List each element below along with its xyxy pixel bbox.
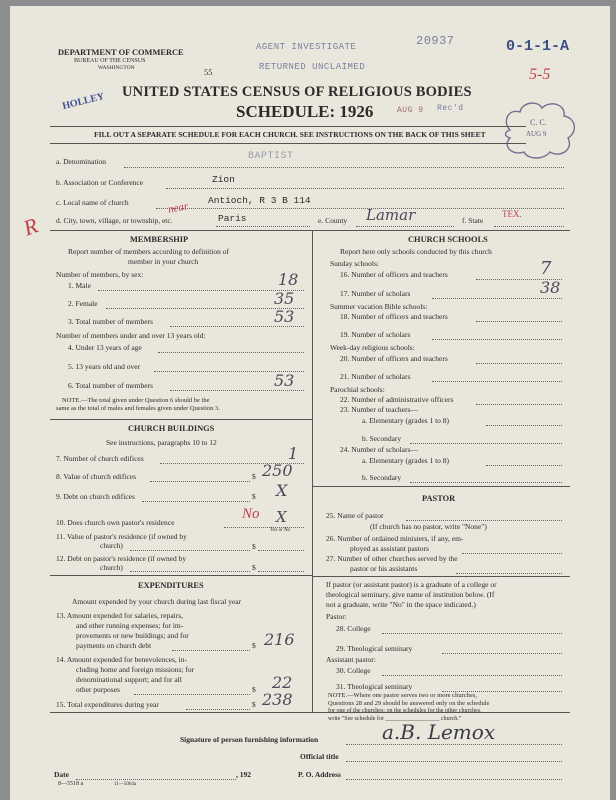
near-handwritten-note: near: [167, 200, 190, 216]
q4-under-13-label: 4. Under 13 years of age: [68, 343, 142, 352]
q23-label: 23. Number of teachers—: [340, 405, 418, 414]
red-mark-55: 5-5: [529, 66, 551, 83]
q5-over-13-label: 5. 13 years old and over: [68, 362, 141, 371]
city-label: d. City, town, village, or township, etc.: [56, 216, 173, 225]
q30-label: 30. College: [336, 666, 371, 675]
weekday-schools-label: Week-day religious schools:: [330, 343, 415, 352]
q2-female-value: 35: [274, 289, 295, 308]
returned-unclaimed-stamp: RETURNED UNCLAIMED: [259, 62, 366, 72]
yes-or-no-hint: Yes or No: [270, 528, 291, 533]
department-label: DEPARTMENT OF COMMERCE: [58, 48, 184, 57]
church-schools-heading: CHURCH SCHOOLS: [408, 235, 488, 244]
membership-intro-2: member in your church: [128, 257, 199, 266]
q14-value: 22: [272, 673, 293, 692]
file-code-stamp: 0-1-1-A: [506, 38, 570, 55]
association-value: Zion: [212, 174, 235, 185]
county-label: e. County: [318, 216, 348, 225]
q1-male-label: 1. Male: [68, 281, 91, 290]
q26-line-1: 26. Number of ordained ministers, if any, em-: [326, 534, 464, 543]
church-buildings-heading: CHURCH BUILDINGS: [128, 424, 215, 433]
q24b-label: b. Secondary: [362, 473, 402, 482]
q14-line-1: 14. Amount expended for benevolences, in-: [56, 655, 188, 664]
instruction-line: FILL OUT A SEPARATE SCHEDULE FOR EACH CHURCH. SEE INSTRUCTIONS ON THE BACK OF THIS SHEET: [94, 130, 486, 139]
cloud-stamp-top: C. C.: [530, 118, 547, 127]
membership-heading: MEMBERSHIP: [130, 235, 189, 244]
census-schedule-sheet: [10, 6, 610, 800]
q21-label: 21. Number of scholars: [340, 372, 411, 381]
q10-value: No: [242, 506, 260, 522]
q24a-label: a. Elementary (grades 1 to 8): [362, 456, 450, 465]
aug-date-stamp: AUG 9: [397, 106, 424, 115]
q23b-label: b. Secondary: [362, 434, 402, 443]
q27-line-2: pastor or his assistants: [350, 564, 418, 573]
q13-line-2: and other running expenses; for im-: [76, 621, 184, 630]
q6-total-label: 6. Total number of members: [68, 381, 153, 390]
holley-stamp: HOLLEY: [61, 90, 106, 113]
pastor-note-1: NOTE.—Where one pastor serves two or more churches,: [328, 692, 477, 699]
q20-label: 20. Number of officers and teachers: [340, 354, 448, 363]
q29-label: 29. Theological seminary: [336, 644, 413, 653]
q11-label-2: church): [100, 541, 123, 550]
pastor-note-4: write "See schedule for __________________ church.": [328, 716, 462, 722]
q15-dollar: $: [252, 700, 256, 709]
expenditures-intro: Amount expended by your church during last fiscal year: [72, 597, 242, 606]
q18-label: 18. Number of officers and teachers: [340, 312, 448, 321]
schools-intro: Report here only schools conducted by this church: [340, 247, 492, 256]
q12-dollar: $: [252, 563, 256, 572]
print-number: 11—5064a: [114, 782, 137, 787]
cloud-stamp-bottom: AUG 9: [526, 130, 547, 138]
q14-line-3: denominational support; and for all: [76, 675, 182, 684]
q9-value: X: [276, 481, 288, 500]
signature-label: Signature of person furnishing information: [180, 735, 319, 744]
bureau-label: BUREAU OF THE CENSUS: [74, 58, 146, 64]
q14-line-2: cluding home and foreign missions; for: [76, 665, 195, 674]
denomination-label: a. Denomination: [56, 157, 106, 166]
form-title: UNITED STATES CENSUS OF RELIGIOUS BODIES: [122, 84, 472, 100]
q2-female-label: 2. Female: [68, 299, 98, 308]
sunday-schools-label: Sunday schools:: [330, 259, 379, 268]
city-value: Paris: [218, 213, 247, 224]
number-55: 55: [204, 68, 213, 77]
q22-label: 22. Number of administrative officers: [340, 395, 454, 404]
year-prefix: , 192: [236, 770, 251, 779]
summer-schools-label: Summer vacation Bible schools:: [330, 302, 428, 311]
graduate-line-3: not a graduate, write "No" in the space indicated.): [326, 600, 476, 609]
state-label: f. State: [462, 216, 484, 225]
q13-line-4: payments on church debt: [76, 641, 152, 650]
q9-label: 9. Debt on church edifices: [56, 492, 135, 501]
q23a-label: a. Elementary (grades 1 to 8): [362, 416, 450, 425]
q7-label: 7. Number of church edifices: [56, 454, 144, 463]
po-address-label: P. O. Address: [298, 770, 341, 779]
agent-investigate-stamp: AGENT INVESTIGATE: [256, 42, 357, 52]
membership-note-1: NOTE.—The total given under Question 6 should be the: [62, 397, 210, 404]
q13-dollar: $: [252, 641, 256, 650]
local-name-label: c. Local name of church: [56, 198, 129, 207]
buildings-subheading: See instructions, paragraphs 10 to 12: [106, 438, 217, 447]
expenditures-heading: EXPENDITURES: [138, 581, 204, 590]
received-stamp: Rec'd: [437, 104, 464, 113]
q7-value: 1: [288, 444, 299, 463]
schedule-title: SCHEDULE: 1926: [236, 102, 374, 121]
form-number: 8—5518 a: [58, 781, 84, 787]
graduate-line-2: theological seminary, give name of institution below. (If: [326, 590, 495, 599]
q12-label-1: 12. Debt on pastor's residence (if owned by: [56, 554, 187, 563]
q31-label: 31. Theological seminary: [336, 682, 413, 691]
q13-value: 216: [264, 630, 295, 649]
q8-dollar: $: [252, 472, 256, 481]
state-value: TEX.: [502, 209, 522, 219]
q1-male-value: 18: [278, 270, 299, 289]
q27-line-1: 27. Number of other churches served by the: [326, 554, 458, 563]
q26-line-2: ployed as assistant pastors: [350, 544, 429, 553]
pastor-note-2: Questions 28 and 29 should be answered only on the schedule: [328, 700, 490, 707]
association-label: b. Association or Conference: [56, 178, 144, 187]
q15-value: 238: [262, 690, 293, 709]
q13-line-1: 13. Amount expended for salaries, repairs,: [56, 611, 184, 620]
q9-dollar: $: [252, 492, 256, 501]
q3-total-label: 3. Total number of members: [68, 317, 153, 326]
washington-label: WASHINGTON: [98, 65, 135, 71]
local-name-value: Antioch, R 3 B 114: [208, 195, 311, 206]
pastor-note-3: for one of the churches; on the schedules for the other churches,: [328, 708, 482, 714]
q13-line-3: provements or new buildings; and for: [76, 631, 189, 640]
official-title-label: Official title: [300, 752, 339, 761]
by-sex-label: Number of members, by sex:: [56, 270, 144, 279]
q11-label-1: 11. Value of pastor's residence (if owned by: [56, 532, 187, 541]
signature-value: a.B. Lemox: [382, 720, 496, 744]
q8-label: 8. Value of church edifices: [56, 472, 137, 481]
q25-note: (If church has no pastor, write "None"): [370, 522, 487, 531]
date-label: Date: [54, 770, 69, 779]
membership-note-2: same as the total of males and females given under Question 3.: [56, 405, 220, 412]
q17-value: 38: [540, 278, 561, 297]
age-heading: Number of members under and over 13 years old:: [56, 331, 206, 340]
q10-x-mark: X: [276, 508, 287, 526]
red-r-mark: R: [19, 212, 42, 241]
membership-intro-1: Report number of members according to definition of: [68, 247, 229, 256]
serial-number-stamp: 20937: [416, 34, 455, 48]
graduate-line-1: If pastor (or assistant pastor) is a graduate of a college or: [326, 580, 497, 589]
q25-label: 25. Name of pastor: [326, 511, 384, 520]
q12-label-2: church): [100, 563, 123, 572]
q11-dollar: $: [252, 542, 256, 551]
q17-label: 17. Number of scholars: [340, 289, 411, 298]
parochial-schools-label: Parochial schools:: [330, 385, 385, 394]
pastor-sub-label: Pastor:: [326, 612, 347, 621]
county-value: Lamar: [366, 206, 416, 224]
q3-total-value: 53: [274, 307, 295, 326]
q15-label: 15. Total expenditures during year: [56, 700, 159, 709]
q16-value: 7: [540, 258, 552, 279]
q19-label: 19. Number of scholars: [340, 330, 411, 339]
denomination-value: BAPTIST: [248, 151, 294, 162]
pastor-heading: PASTOR: [422, 494, 456, 503]
q16-label: 16. Number of officers and teachers: [340, 270, 448, 279]
q14-line-4: other purposes: [76, 685, 120, 694]
q8-value: 250: [262, 461, 293, 480]
assistant-pastor-label: Assistant pastor:: [326, 655, 376, 664]
q28-label: 28. College: [336, 624, 371, 633]
q6-total-value: 53: [274, 371, 295, 390]
q24-label: 24. Number of scholars—: [340, 445, 418, 454]
q10-label: 10. Does church own pastor's residence: [56, 518, 175, 527]
q14-dollar: $: [252, 685, 256, 694]
